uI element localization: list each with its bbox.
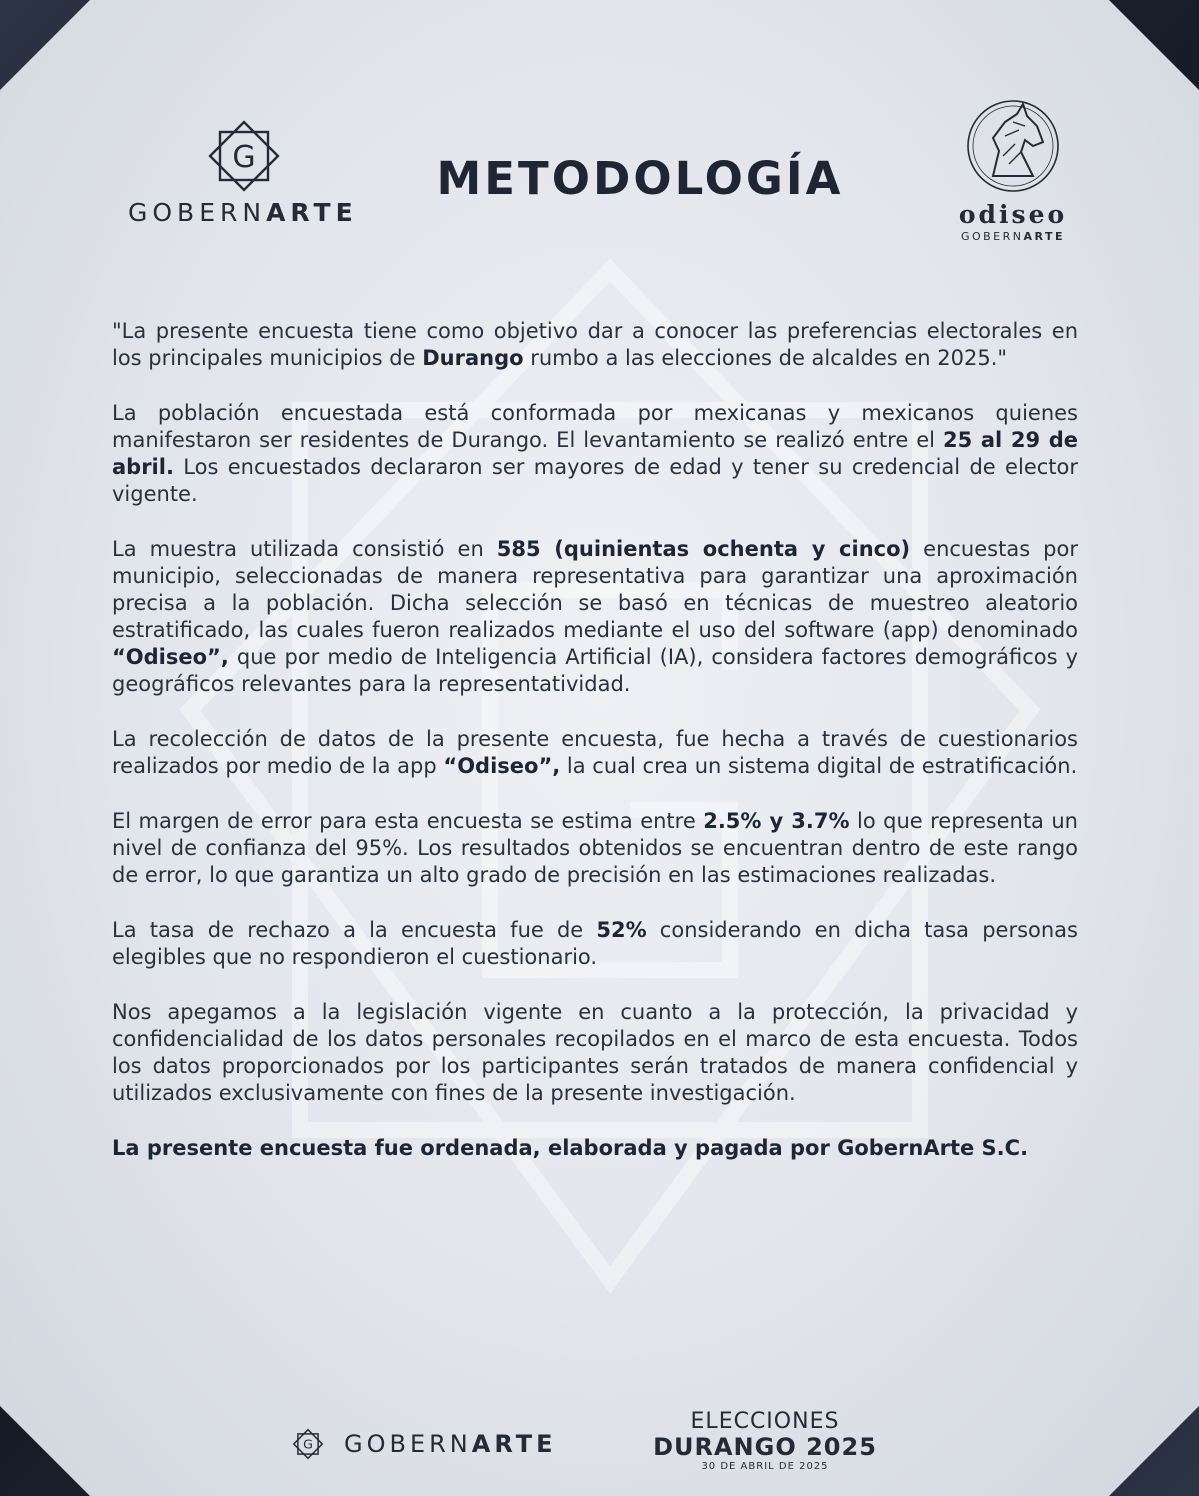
paragraph-objective: "La presente encuesta tiene como objetivo dar a conocer las preferencias electorales en los principales municipios de Durango rumbo a las elecciones de alcaldes en 2025." <box>112 319 1078 370</box>
gobernarte-logo <box>128 118 360 228</box>
gobernarte-diamond-g-icon <box>292 1428 324 1460</box>
paragraph-rejection-rate: La tasa de rechazo a la encuesta fue de 52% considerando en dicha tasa personas elegibles que no respondieron el cuestionario. <box>112 918 1078 969</box>
paragraph-privacy: Nos apegamos a la legislación vigente en cuanto a la protección, la privacidad y confidencialidad de los datos personales recopilados en el marco de esta encuesta. Todos los datos proporcionados por los participantes serán tratados de manera confidencial y utilizados exclusivamente con fines de la presente investigación. <box>112 1000 1078 1105</box>
footer-gobernarte-logo <box>292 1428 557 1460</box>
odiseo-wordmark: odiseo <box>958 200 1068 229</box>
elections-label: ELECCIONES <box>690 1409 840 1434</box>
elections-badge <box>640 1410 890 1474</box>
svg-text:G: G <box>303 1436 313 1452</box>
elections-date: 30 DE ABRIL DE 2025 <box>701 1461 829 1472</box>
gobernarte-diamond-g-icon <box>206 118 282 194</box>
paragraph-population: La población encuestada está conformada por mexicanas y mexicanos quienes manifestaron ser residentes de Durango. El levantamiento se realizó entre el 25 al 29 de abril. Los encuestados declararon ser mayores de edad y tener su credencial de elector vigente. <box>112 401 1079 506</box>
elections-title: DURANGO 2025 <box>653 1433 877 1461</box>
horse-head-icon <box>963 96 1063 196</box>
methodology-body <box>112 318 1078 1190</box>
paragraph-collection: La recolección de datos de la presente encuesta, fue hecha a través de cuestionarios realizados por medio de la app “Odiseo”, la cual crea un sistema digital de estratificación. <box>112 727 1078 778</box>
gobernarte-wordmark: GOBERNARTE <box>128 198 358 227</box>
odiseo-logo <box>948 96 1078 256</box>
paragraph-sample: La muestra utilizada consistió en 585 (quinientas ochenta y cinco) encuestas por municipio, seleccionadas de manera representativa para garantizar una aproximación precisa a la población. Dicha selección se basó en técnicas de muestreo aleatorio estratificado, las cuales fueron realizados mediante el uso del software (app) denominado “Odiseo”, que por medio de Inteligencia Artificial (IA), considera factores demográficos y geográficos relevantes para la representatividad. <box>112 537 1078 696</box>
odiseo-sub-wordmark: GOBERNARTE <box>960 230 1066 243</box>
page-title: METODOLOGÍA <box>436 152 844 205</box>
footer-gobernarte-wordmark: GOBERNARTE <box>344 1430 557 1458</box>
paragraph-margin-of-error: El margen de error para esta encuesta se estima entre 2.5% y 3.7% lo que representa un nivel de confianza del 95%. Los resultados obtenidos se encuentran dentro de este rango de error, lo que garantiza un alto grado de precisión en las estimaciones realizadas. <box>112 809 1078 887</box>
svg-text:G: G <box>232 140 256 175</box>
closing-statement: La presente encuesta fue ordenada, elaborada y pagada por GobernArte S.C. <box>112 1136 1029 1160</box>
